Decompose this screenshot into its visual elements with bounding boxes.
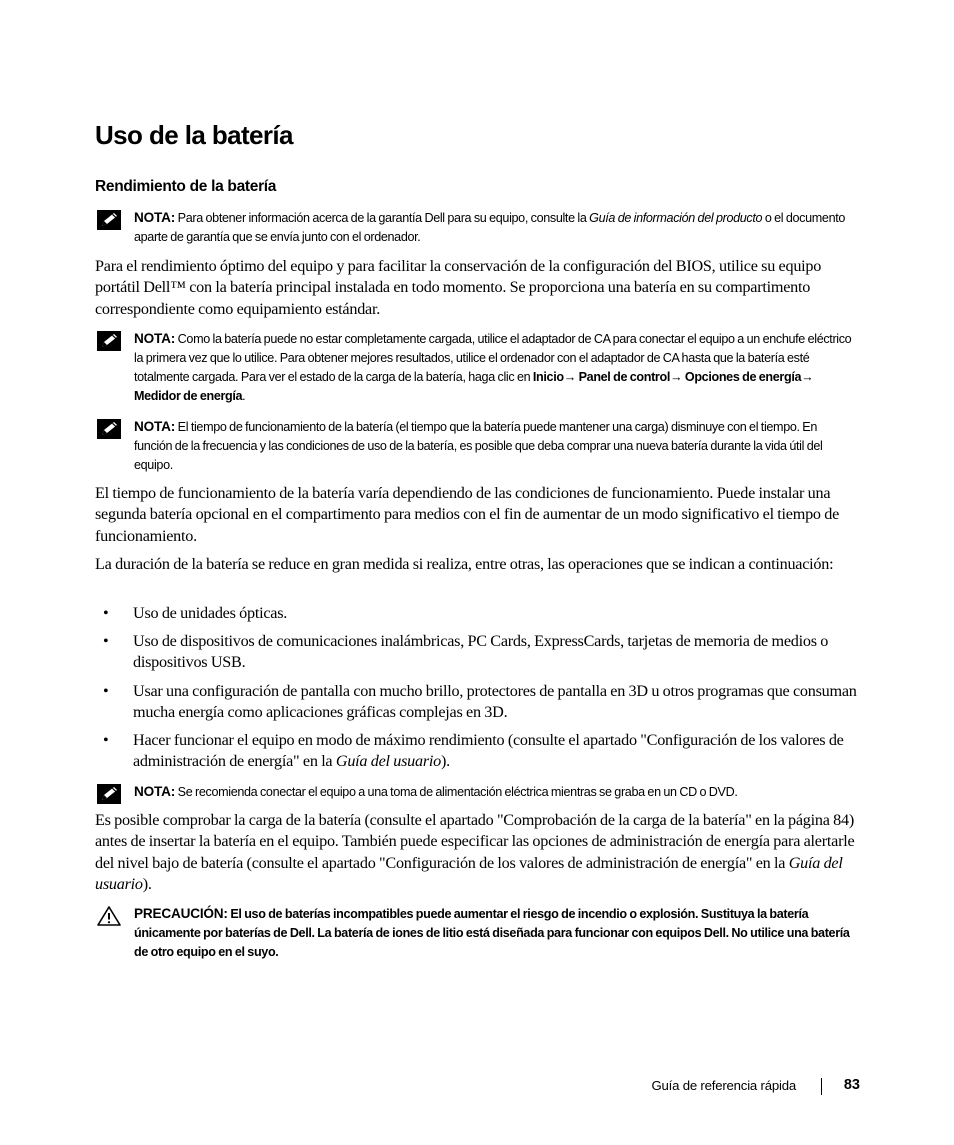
note-label: NOTA: <box>134 331 176 346</box>
doc-reference: Guía del usuario <box>335 752 441 771</box>
list-item: • Uso de unidades ópticas. <box>95 603 857 624</box>
bullet-icon: • <box>103 682 109 700</box>
note-pencil-icon <box>97 419 121 439</box>
note-warranty: NOTA: Para obtener información acerca de la garantía Dell para su equipo, consulte la Guía de información del producto o el documento aparte de garantía que se envía junto con el ordenador. <box>95 208 857 247</box>
note-label: NOTA: <box>134 784 176 799</box>
note-pencil-icon <box>97 331 121 351</box>
bullet-icon: • <box>103 604 109 622</box>
note-pencil-icon <box>97 210 121 230</box>
paragraph-check-charge: Es posible comprobar la carga de la batería (consulte el apartado "Comprobación de la carga de la batería" en la página 84) antes de insertar la batería en el equipo. También puede especificar las opciones de administración de energía para alertarle del nivel bajo de batería (consulte el apartado "Configuración de los valores de administración de energía" en la Guía del usuario). <box>95 811 855 893</box>
paragraph-battery-performance: Para el rendimiento óptimo del equipo y para facilitar la conservación de la configuración del BIOS, utilice su equipo portátil Dell™ con la batería principal instalada en todo momento. Se proporciona una batería en su compartimento correspondiente como equipamiento estándar. <box>95 257 822 318</box>
list-item: • Usar una configuración de pantalla con mucho brillo, protectores de pantalla en 3D u otros programas que consuman mucha energía como aplicaciones gráficas complejas en 3D. <box>103 682 857 722</box>
note-label: NOTA: <box>134 210 176 225</box>
list-item: • Hacer funcionar el equipo en modo de máximo rendimiento (consulte el apartado "Configuración de los valores de administración de energía" en la Guía del usuario). <box>103 731 844 771</box>
paragraph-operating-conditions: El tiempo de funcionamiento de la batería varía dependiendo de las condiciones de funcionamiento. Puede instalar una segunda batería opcional en el compartimento para medios con el fin de aumentar de un modo significativo el tiempo de funcionamiento. <box>95 484 840 545</box>
page-number: 83 <box>843 1077 860 1093</box>
footer-divider <box>821 1078 822 1095</box>
arrow-icon: → <box>563 370 576 384</box>
page-footer <box>560 1076 860 1098</box>
caution-label: PRECAUCIÓN: <box>134 906 228 921</box>
menu-path-panel-de-control: Panel de control <box>578 370 670 384</box>
page-title: Uso de la batería <box>95 120 293 150</box>
note-cd-dvd: NOTA: Se recomienda conectar el equipo a una toma de alimentación eléctrica mientras se graba en un CD o DVD. <box>95 782 857 802</box>
note-label: NOTA: <box>134 419 176 434</box>
doc-reference: Guía de información del producto <box>589 211 763 225</box>
menu-path-inicio: Inicio <box>532 370 564 384</box>
paragraph-battery-duration: La duración de la batería se reduce en gran medida si realiza, entre otras, las operaciones que se indican a continuación: <box>95 555 834 573</box>
caution-triangle-icon <box>97 906 121 926</box>
note-operating-time: NOTA: El tiempo de funcionamiento de la batería (el tiempo que la batería puede mantener una carga) disminuye con el tiempo. En función de la frecuencia y las condiciones de uso de la batería, es posible que deba comprar una nueva batería durante la vida útil del equipo. <box>95 417 857 475</box>
doc-reference: Guía del usuario <box>95 853 843 893</box>
note-ac-adapter: NOTA: Como la batería puede no estar completamente cargada, utilice el adaptador de CA para conectar el equipo a un enchufe eléctrico la primera vez que lo utilice. Para obtener mejores resultados, utilice el ordenador con el adaptador de CA hasta que la batería esté totalmente cargada. Para ver el estado de la carga de la batería, haga clic en Inicio→ Panel de control→ Opciones de energía→ Medidor de energía. <box>95 329 857 406</box>
bullet-icon: • <box>103 632 109 650</box>
menu-path-opciones-de-energia: Opciones de energía <box>684 370 802 384</box>
arrow-icon: → <box>801 370 814 384</box>
footer-title: Guía de referencia rápida <box>651 1078 796 1093</box>
arrow-icon: → <box>669 370 683 384</box>
bullet-icon: • <box>103 731 109 749</box>
list-item: • Uso de dispositivos de comunicaciones inalámbricas, PC Cards, ExpressCards, tarjetas de memoria de medios o dispositivos USB. <box>103 632 829 672</box>
section-heading: Rendimiento de la batería <box>95 178 277 195</box>
note-pencil-icon <box>97 784 121 804</box>
menu-path-medidor-de-energia: Medidor de energía <box>134 389 243 403</box>
caution-incompatible-batteries: PRECAUCIÓN: El uso de baterías incompatibles puede aumentar el riesgo de incendio o explosión. Sustituya la batería únicamente por baterías de Dell. La batería de iones de litio está diseñada para funcionar con equipos Dell. No utilice una batería de otro equipo en el suyo. <box>95 904 857 962</box>
